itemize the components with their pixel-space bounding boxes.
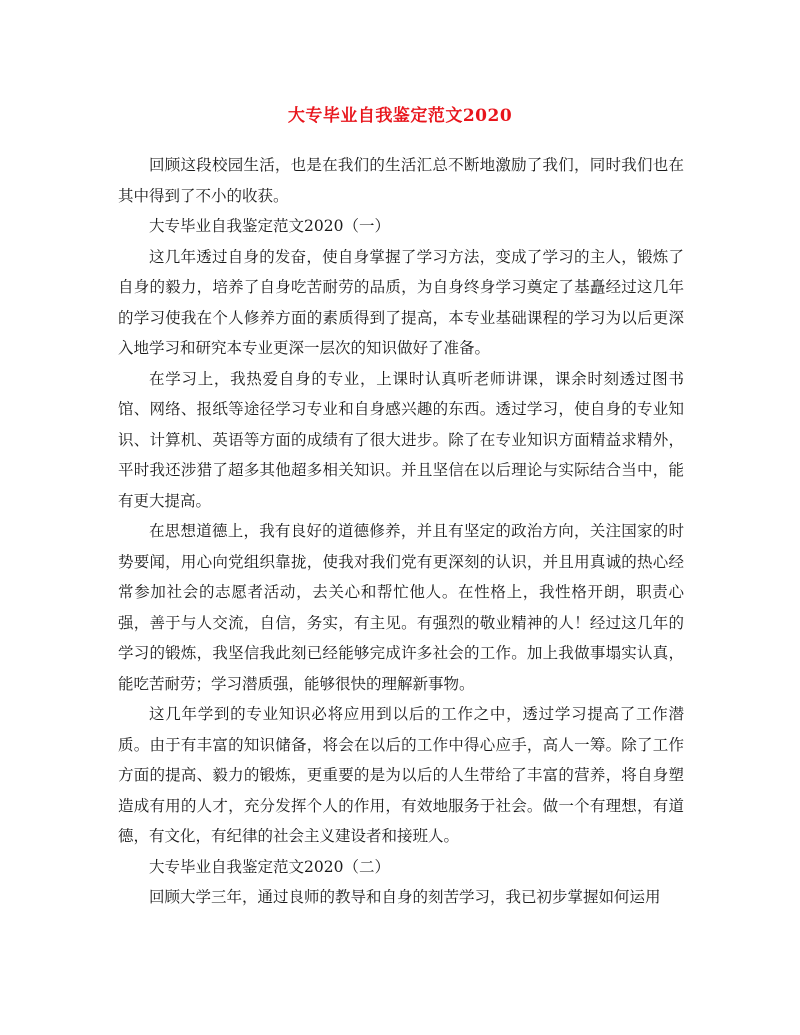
body-paragraph: 在学习上，我热爱自身的专业，上课时认真听老师讲课，课余时刻透过图书馆、网络、报纸等途径学习专业和自身感兴趣的东西。透过学习，使自身的专业知识、计算机、英语等方面的成绩有了很大进步。除了在专业知识方面精益求精外，平时我还涉猎了超多其他超多相关知识。并且坚信在以后理论与实际结合当中，能有更大提高。	[118, 369, 684, 510]
section-heading-two: 大专毕业自我鉴定范文2020（二）	[149, 857, 390, 876]
document-body	[118, 150, 684, 913]
section-heading-one: 大专毕业自我鉴定范文2020（一）	[149, 217, 390, 235]
body-paragraph: 这几年学到的专业知识必将应用到以后的工作之中，透过学习提高了工作潜质。由于有丰富的知识储备，将会在以后的工作中得心应手，高人一筹。除了工作方面的提高、毅力的锻炼，更重要的是为以后的人生带给了丰富的营养，将自身塑造成有用的人才，充分发挥个人的作用，有效地服务于社会。做一个有理想，有道德，有文化，有纪律的社会主义建设者和接班人。	[118, 705, 684, 845]
body-paragraph: 在思想道德上，我有良好的道德修养，并且有坚定的政治方向，关注国家的时势要闻，用心向党组织靠拢，使我对我们党有更深刻的认识，并且用真诚的热心经常参加社会的志愿者活动，去关心和帮忙他人。在性格上，我性格开朗，职责心强，善于与人交流，自信，务实，有主见。有强烈的敬业精神的人！经过这几年的学习的锻炼，我坚信我此刻已经能够完成许多社会的工作。加上我做事塌实认真，能吃苦耐劳；学习潜质强，能够很快的理解新事物。	[118, 522, 684, 693]
intro-paragraph: 回顾这段校园生活，也是在我们的生活汇总不断地激励了我们，同时我们也在其中得到了不小的收获。	[118, 156, 684, 205]
body-paragraph: 这几年透过自身的发奋，使自身掌握了学习方法，变成了学习的主人，锻炼了自身的毅力，培养了自身吃苦耐劳的品质，为自身终身学习奠定了基矗经过这几年的学习使我在个人修养方面的素质得到了提高，本专业基础课程的学习为以后更深入地学习和研究本专业更深一层次的知识做好了准备。	[118, 247, 684, 357]
document-title: 大专毕业自我鉴定范文2020	[287, 106, 513, 126]
body-paragraph: 回顾大学三年，通过良师的教导和自身的刻苦学习，我已初步掌握如何运用	[149, 888, 661, 906]
